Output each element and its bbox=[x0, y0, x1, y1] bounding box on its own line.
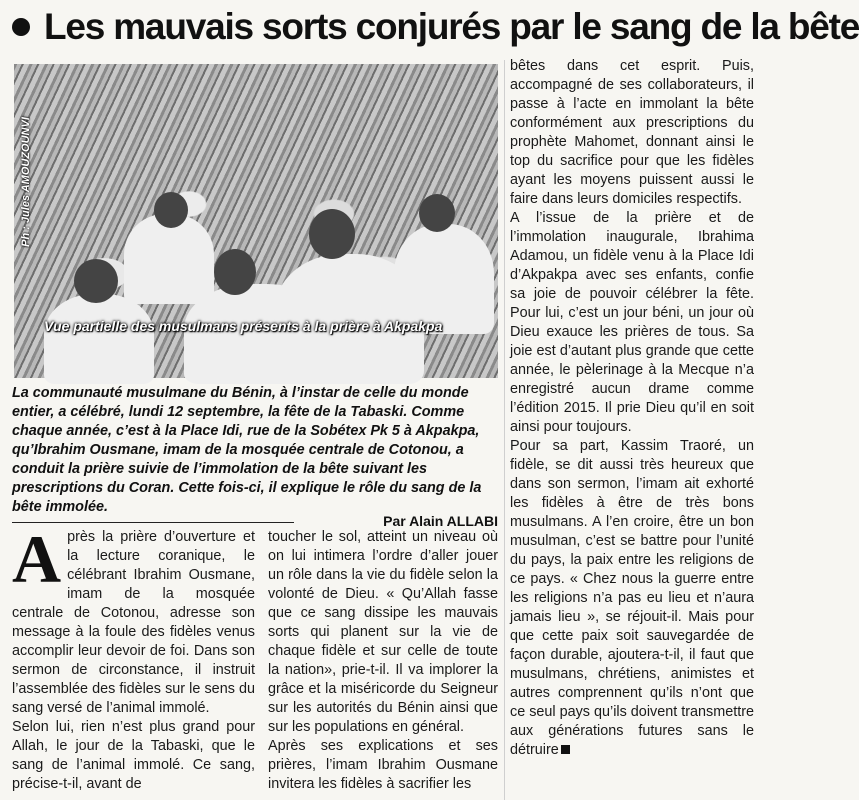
photo-caption: Vue partielle des musulmans présents à la prière à Akpakpa bbox=[44, 318, 443, 334]
end-of-article-mark bbox=[561, 745, 570, 754]
drop-cap: A bbox=[12, 521, 62, 597]
body-paragraph: bêtes dans cet esprit. Puis, accompagné de ses collaborateurs, il passe à l’acte en immolant la bête conformément aux prescriptions du prophète Mahomet, donnant ainsi le top du sacrifice pour que les fidèles ayant les moyens puissent aussi le faire dans leurs domiciles respectifs. bbox=[510, 58, 754, 207]
article-photo bbox=[14, 64, 498, 378]
photo-figure bbox=[419, 194, 455, 232]
body-paragraph: A l’issue de la prière et de l’immolation inaugurale, Ibrahima Adamou, un fidèle venu à la Place Idi d’Akpakpa avec ses enfants, confie sa joie de pouvoir célébrer la fête. Pour lui, c’est un jour béni, un jour où Dieu exauce les prières de tous. Sa joie est d’autant plus grande que cette année, le pèlerinage à la Mecque n’a enregistré aucun drame comme l’édition 2015. Il prie Dieu qu’il en soit ainsi pour toujours. bbox=[510, 210, 754, 435]
body-column-2 bbox=[268, 528, 498, 800]
photo-figure bbox=[44, 294, 154, 384]
body-paragraph-final bbox=[510, 437, 754, 760]
article-lead: La communauté musulmane du Bénin, à l’instar de celle du monde entier, a célébré, lundi 12 septembre, la fête de la Tabaski. Comme chaque année, c’est à la Place Idi, rue de la Sobétex Pk 5 à Akpakpa, qu’Ibrahim Ousmane, imam de la mosquée centrale de Cotonou, a conduit la prière suivie de l’immolation de la bête suivant les prescriptions du Coran. Cette fois-ci, il explique le rôle du sang de la bête immolée. bbox=[12, 385, 482, 515]
body-column-1 bbox=[12, 521, 255, 800]
photo-figure bbox=[154, 192, 188, 228]
photo-figure bbox=[74, 259, 118, 303]
photo-figure bbox=[214, 249, 256, 295]
body-paragraph: près la prière d’ouverture et la lecture coranique, le célébrant Ibrahim Ousmane, imam de la mosquée centrale de Cotonou, adresse son message à la foule des fidèles venus accomplir leur devoir de foi. Dans son sermon de circonstance, il instruit l’assemblée des fidèles sur le sens du sang versé de l’animal immolé. bbox=[12, 529, 255, 716]
photo-credit: Ph : Jules AMOUZOUNVI bbox=[20, 117, 32, 247]
headline bbox=[8, 2, 859, 52]
photo-figure bbox=[309, 209, 355, 259]
byline: Par Alain ALLABI bbox=[383, 513, 498, 529]
column-divider bbox=[504, 60, 505, 800]
headline-text: Les mauvais sorts conjurés par le sang de la bête bbox=[44, 6, 859, 47]
body-paragraph-text: Pour sa part, Kassim Traoré, un fidèle, se dit aussi très heureux que dans son sermon, l’imam ait exhorté les fidèles à être de très bons musulmans. A l’en croire, être un bon musulman, c’est se battre pour l’unité du pays, la paix entre les religions de ce pays. « Chez nous la guerre entre les religions n’a pas eu lieu et n’aura jamais lieu », se réjouit-il. Mais pour que cette paix soit sauvegardée de façon durable, ajoutera-t-il, il faut que musulmans, chrétiens, animistes et autres comprennent qu’ils n’ont que ce seul pays qu’ils doivent transmettre aux générations futures sans le détruire bbox=[510, 438, 754, 758]
body-paragraph: toucher le sol, atteint un niveau où on lui intimera l’ordre d’aller jouer un rôle dans la vie du fidèle selon la volonté de Dieu. « Qu’Allah fasse que ce sang dissipe les mauvais sorts qui planent sur la vie de chaque fidèle et sur celle de toute la nation», prie-t-il. Il va implorer la grâce et la miséricorde du Seigneur sur les autorités du Bénin ainsi que sur les populations en général. bbox=[268, 529, 498, 735]
body-column-3 bbox=[510, 57, 754, 800]
headline-bullet bbox=[12, 18, 30, 36]
body-paragraph: Après ses explications et ses prières, l’imam Ibrahim Ousmane invitera les fidèles à sacrifier les bbox=[268, 738, 498, 792]
body-paragraph: Selon lui, rien n’est plus grand pour Allah, le jour de la Tabaski, que le sang de l’animal immolé. Ce sang, précise-t-il, avant de bbox=[12, 719, 255, 792]
